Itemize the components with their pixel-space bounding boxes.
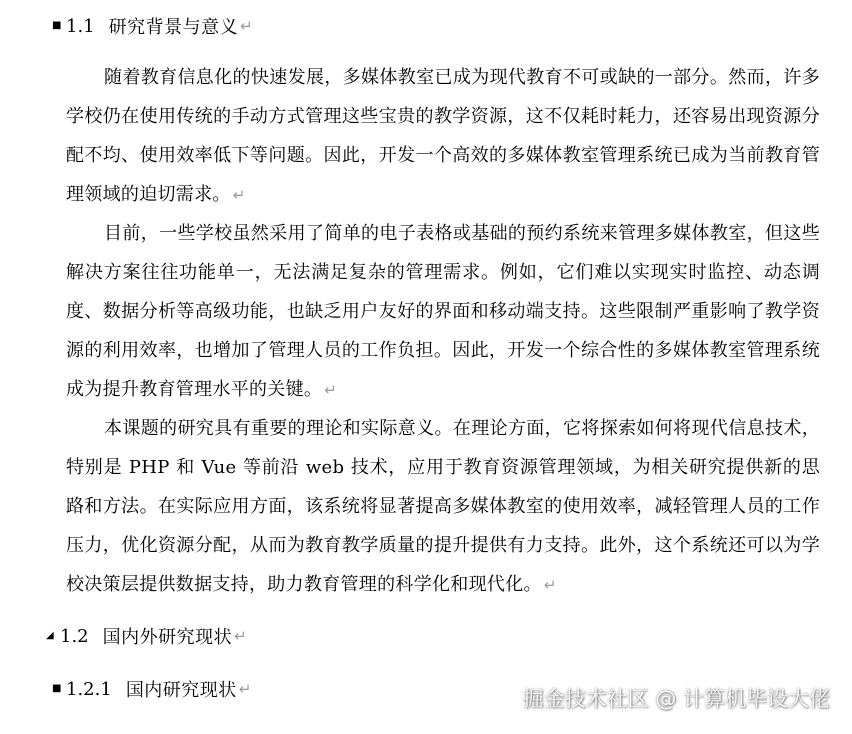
paragraph-text: 随着教育信息化的快速发展，多媒体教室已成为现代教育不可或缺的一部分。然而，许多学校仍在使用传统的手动方式管理这些宝贵的教学资源，这不仅耗时耗力，还容易出现资源分配不均、使用效率低下等问题。因此，开发一个高效的多媒体教室管理系统已成为当前教育管理领域的迫切需求。 [66,67,820,205]
paragraph-text: 目前，一些学校虽然采用了简单的电子表格或基础的预约系统来管理多媒体教室，但这些解决方案往往功能单一，无法满足复杂的管理需求。例如，它们难以实现实时监控、动态调度、数据分析等高级功能，也缺乏用户友好的界面和移动端支持。这些限制严重影响了教学资源的利用效率，也增加了管理人员的工作负担。因此，开发一个综合性的多媒体教室管理系统成为提升教育管理水平的关键。 [66,223,820,400]
heading-1-2-1 [52,675,251,703]
heading-marker-square: ■ [52,683,62,694]
paragraph-mark-icon: ↵ [234,627,247,645]
paragraph-mark-icon: ↵ [543,576,557,594]
heading-marker-triangle: ◢ [46,630,54,641]
heading-1-1 [52,12,253,40]
watermark: 掘金技术社区 @ 计算机毕设大佬 [522,687,830,711]
heading-number: 1.1 [66,15,95,37]
paragraph-mark-icon: ↵ [232,186,246,204]
heading-title: 国内外研究现状 [102,627,233,648]
heading-1-2 [46,622,247,650]
paragraph-mark-icon: ↵ [240,17,253,35]
paragraph-mark-icon: ↵ [238,680,252,698]
heading-marker-square: ■ [52,20,62,31]
heading-number: 1.2 [60,625,89,647]
paragraph-current-status [66,214,820,410]
heading-title: 研究背景与意义 [108,17,239,38]
paragraph-significance [66,409,820,605]
paragraph-mark-icon: ↵ [324,381,338,399]
paragraph-background [66,58,820,215]
paragraph-text: 本课题的研究具有重要的理论和实际意义。在理论方面，它将探索如何将现代信息技术，特别是 PHP 和 Vue 等前沿 web 技术，应用于教育资源管理领域，为相关研究提供新的思路和方法。在实际应用方面，该系统将显著提高多媒体教室的使用效率，减轻管理人员的工作压力，优化资源分配，从而为教育教学质量的提升提供有力支持。此外，这个系统还可以为学校决策层提供数据支持，助力教育管理的科学化和现代化。 [66,418,820,595]
heading-title: 国内研究现状 [125,680,237,701]
heading-number: 1.2.1 [66,678,112,700]
